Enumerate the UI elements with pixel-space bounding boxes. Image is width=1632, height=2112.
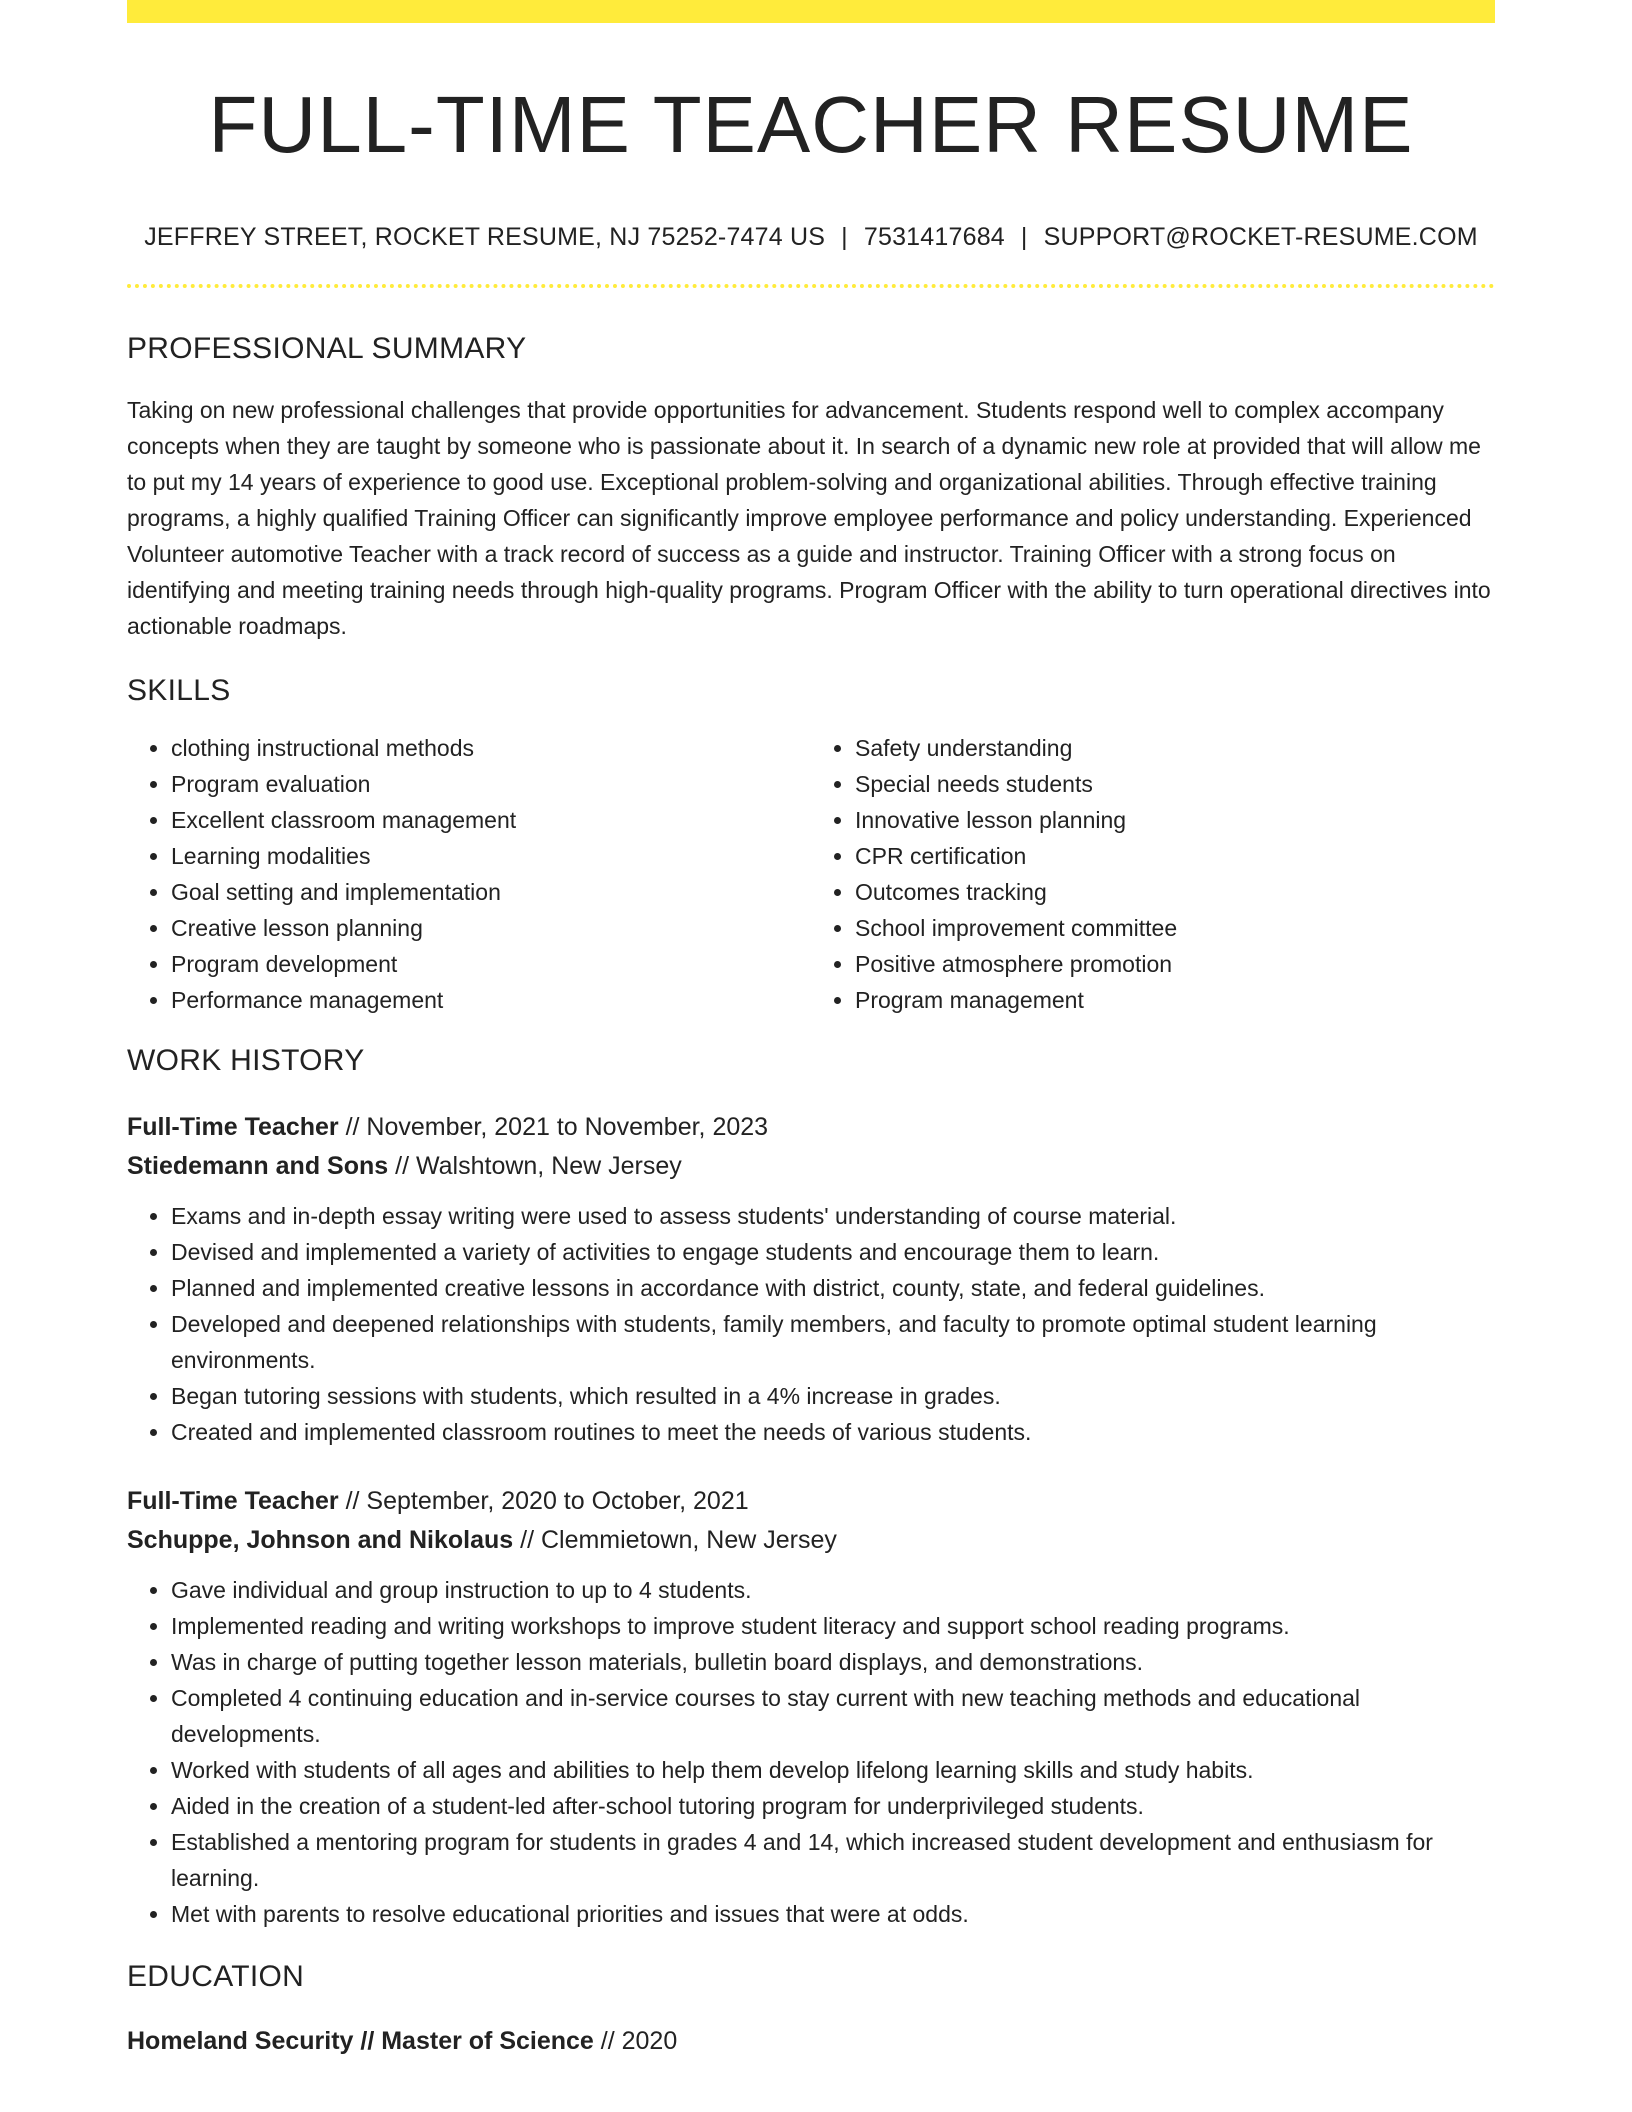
skill-item: • Learning modalities xyxy=(171,838,811,874)
job-dates: // September, 2020 to October, 2021 xyxy=(345,1487,749,1515)
contact-email: SUPPORT@ROCKET-RESUME.COM xyxy=(1043,223,1478,251)
skill-item: • Excellent classroom management xyxy=(171,802,811,838)
professional-summary-section xyxy=(127,332,1495,644)
duty-item: • Implemented reading and writing workshops to improve student literacy and support school reading programs. xyxy=(171,1608,1495,1644)
job-dates: // November, 2021 to November, 2023 xyxy=(345,1113,769,1141)
job-title: Full-Time Teacher xyxy=(127,1487,339,1515)
education-year: // 2020 xyxy=(600,2027,678,2055)
skill-item: • clothing instructional methods xyxy=(171,730,811,766)
skills-section xyxy=(127,674,1495,1018)
section-heading: SKILLS xyxy=(127,674,231,707)
job-entry xyxy=(127,1108,1495,1450)
skill-item: • CPR certification xyxy=(855,838,1495,874)
contact-separator: | xyxy=(1020,223,1028,251)
job-entry xyxy=(127,1482,1495,1932)
duty-item: • Met with parents to resolve educational priorities and issues that were at odds. xyxy=(171,1896,1495,1932)
skills-grid xyxy=(127,730,1495,1018)
duty-item: • Began tutoring sessions with students, which resulted in a 4% increase in grades. xyxy=(171,1378,1495,1414)
job-location: // Walshtown, New Jersey xyxy=(395,1152,682,1180)
duty-item: • Worked with students of all ages and abilities to help them develop lifelong learning skills and study habits. xyxy=(171,1752,1495,1788)
skill-item: • Positive atmosphere promotion xyxy=(855,946,1495,982)
resume-title: FULL-TIME TEACHER RESUME xyxy=(208,80,1414,169)
job-title-line xyxy=(127,1482,1495,1521)
skill-item: • Goal setting and implementation xyxy=(171,874,811,910)
accent-bar xyxy=(127,0,1495,23)
skills-column-left xyxy=(127,730,811,1018)
job-company-line xyxy=(127,1147,1495,1186)
duty-item: • Developed and deepened relationships with students, family members, and faculty to promote optimal student learning environments. xyxy=(171,1306,1495,1378)
section-heading: EDUCATION xyxy=(127,1960,305,1993)
skill-item: • School improvement committee xyxy=(855,910,1495,946)
duty-item: • Was in charge of putting together lesson materials, bulletin board displays, and demonstrations. xyxy=(171,1644,1495,1680)
skills-column-right xyxy=(811,730,1495,1018)
summary-text: Taking on new professional challenges that provide opportunities for advancement. Students respond well to complex accompany concepts when they are taught by someone who is passionate about it. In search of a dynamic new role at provided that will allow me to put my 14 years of experience to good use. Exceptional problem-solving and organizational abilities. Through effective training programs, a highly qualified Training Officer can significantly improve employee performance and policy understanding. Experienced Volunteer automotive Teacher with a track record of success as a guide and instructor. Training Officer with a strong focus on identifying and meeting training needs through high-quality programs. Program Officer with the ability to turn operational directives into actionable roadmaps. xyxy=(127,397,1491,639)
skill-item: • Program development xyxy=(171,946,811,982)
dotted-divider xyxy=(127,284,1495,288)
education-entry xyxy=(127,2022,1495,2061)
section-heading: PROFESSIONAL SUMMARY xyxy=(127,332,527,365)
duty-item: • Gave individual and group instruction to up to 4 students. xyxy=(171,1572,1495,1608)
skill-item: • Creative lesson planning xyxy=(171,910,811,946)
job-location: // Clemmietown, New Jersey xyxy=(520,1526,837,1554)
duty-item: • Created and implemented classroom routines to meet the needs of various students. xyxy=(171,1414,1495,1450)
skill-item: • Innovative lesson planning xyxy=(855,802,1495,838)
duty-item: • Exams and in-depth essay writing were used to assess students' understanding of course material. xyxy=(171,1198,1495,1234)
contact-line xyxy=(127,223,1495,252)
skill-item: • Outcomes tracking xyxy=(855,874,1495,910)
duty-item: • Completed 4 continuing education and in-service courses to stay current with new teaching methods and educational developments. xyxy=(171,1680,1495,1752)
job-company: Stiedemann and Sons xyxy=(127,1152,389,1180)
education-degree: Homeland Security // Master of Science xyxy=(127,2027,594,2055)
job-duties-list xyxy=(127,1572,1495,1932)
resume-page xyxy=(127,0,1495,2061)
skill-item: • Special needs students xyxy=(855,766,1495,802)
job-title-line xyxy=(127,1108,1495,1147)
contact-address: JEFFREY STREET, ROCKET RESUME, NJ 75252-7474 US xyxy=(144,223,826,251)
job-title: Full-Time Teacher xyxy=(127,1113,339,1141)
duty-item: • Devised and implemented a variety of activities to engage students and encourage them to learn. xyxy=(171,1234,1495,1270)
work-history-section xyxy=(127,1044,1495,1932)
skill-item: • Program evaluation xyxy=(171,766,811,802)
duty-item: • Planned and implemented creative lessons in accordance with district, county, state, and federal guidelines. xyxy=(171,1270,1495,1306)
education-section xyxy=(127,1960,1495,2061)
job-company: Schuppe, Johnson and Nikolaus xyxy=(127,1526,514,1554)
contact-separator: | xyxy=(841,223,848,251)
skill-item: • Performance management xyxy=(171,982,811,1018)
duty-item: • Aided in the creation of a student-led after-school tutoring program for underprivileged students. xyxy=(171,1788,1495,1824)
skill-item: • Program management xyxy=(855,982,1495,1018)
job-company-line xyxy=(127,1521,1495,1560)
contact-phone: 7531417684 xyxy=(863,223,1005,251)
section-heading: WORK HISTORY xyxy=(127,1044,365,1077)
skill-item: • Safety understanding xyxy=(855,730,1495,766)
duty-item: • Established a mentoring program for students in grades 4 and 14, which increased student development and enthusiasm for learning. xyxy=(171,1824,1495,1896)
job-duties-list xyxy=(127,1198,1495,1450)
